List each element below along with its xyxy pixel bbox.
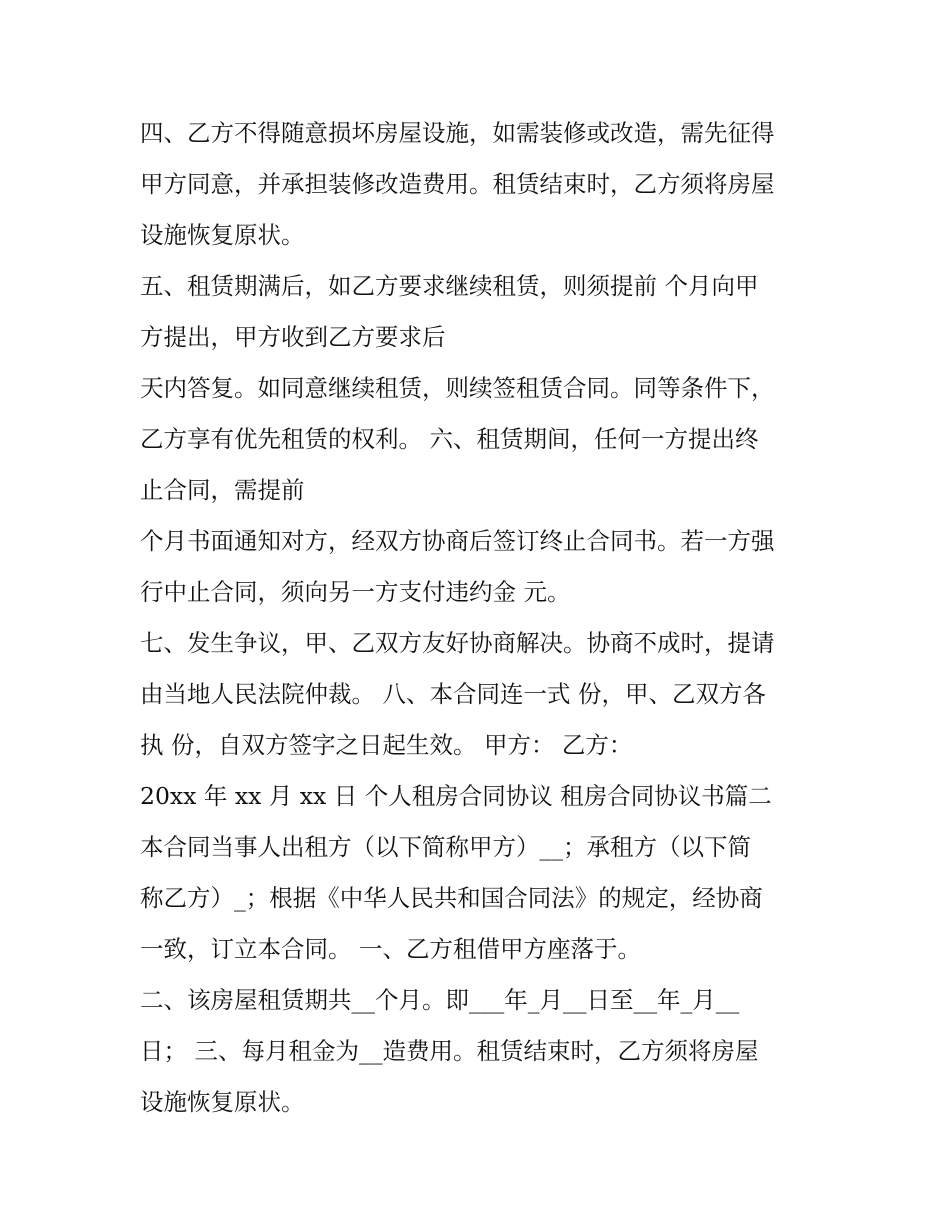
text-line: 设施恢复原状。 <box>140 221 305 249</box>
text-line: 20xx 年 xx 月 xx 日 个人租房合同协议 租房合同协议书篇二 <box>140 782 772 810</box>
text-line: 二、该房屋租赁期共__个月。即___年_月__日至__年_月__ <box>140 986 740 1014</box>
text-line: 由当地人民法院仲裁。 八、本合同连一式 份，甲、乙双方各 <box>140 680 766 708</box>
text-line: 方提出，甲方收到乙方要求后 <box>140 323 446 351</box>
text-line: 日； 三、每月租金为__造费用。租赁结束时，乙方须将房屋 <box>140 1037 759 1065</box>
text-line: 个月书面通知对方，经双方协商后签订终止合同书。若一方强 <box>140 527 775 555</box>
document-body <box>140 108 830 1128</box>
text-line: 设施恢复原状。 <box>140 1088 305 1116</box>
text-line: 五、租赁期满后，如乙方要求继续租赁，则须提前 个月向甲 <box>140 272 759 300</box>
text-line: 称乙方）_；根据《中华人民共和国合同法》的规定，经协商 <box>140 884 763 912</box>
text-line: 行中止合同，须向另一方支付违约金 元。 <box>140 578 571 606</box>
text-line: 七、发生争议，甲、乙双方友好协商解决。协商不成时，提请 <box>140 629 775 657</box>
text-line: 执 份，自双方签字之日起生效。 甲方： 乙方： <box>140 731 633 759</box>
text-line: 甲方同意，并承担装修改造费用。租赁结束时，乙方须将房屋 <box>140 170 775 198</box>
text-line: 乙方享有优先租赁的权利。 六、租赁期间，任何一方提出终 <box>140 425 759 453</box>
text-line: 止合同，需提前 <box>140 476 305 504</box>
text-line: 天内答复。如同意继续租赁，则续签租赁合同。同等条件下， <box>140 374 775 402</box>
text-line: 本合同当事人出租方（以下简称甲方）__；承租方（以下简 <box>140 833 751 861</box>
text-line: 一致，订立本合同。 一、乙方租借甲方座落于。 <box>140 935 641 963</box>
text-line: 四、乙方不得随意损坏房屋设施，如需装修或改造，需先征得 <box>140 119 775 147</box>
